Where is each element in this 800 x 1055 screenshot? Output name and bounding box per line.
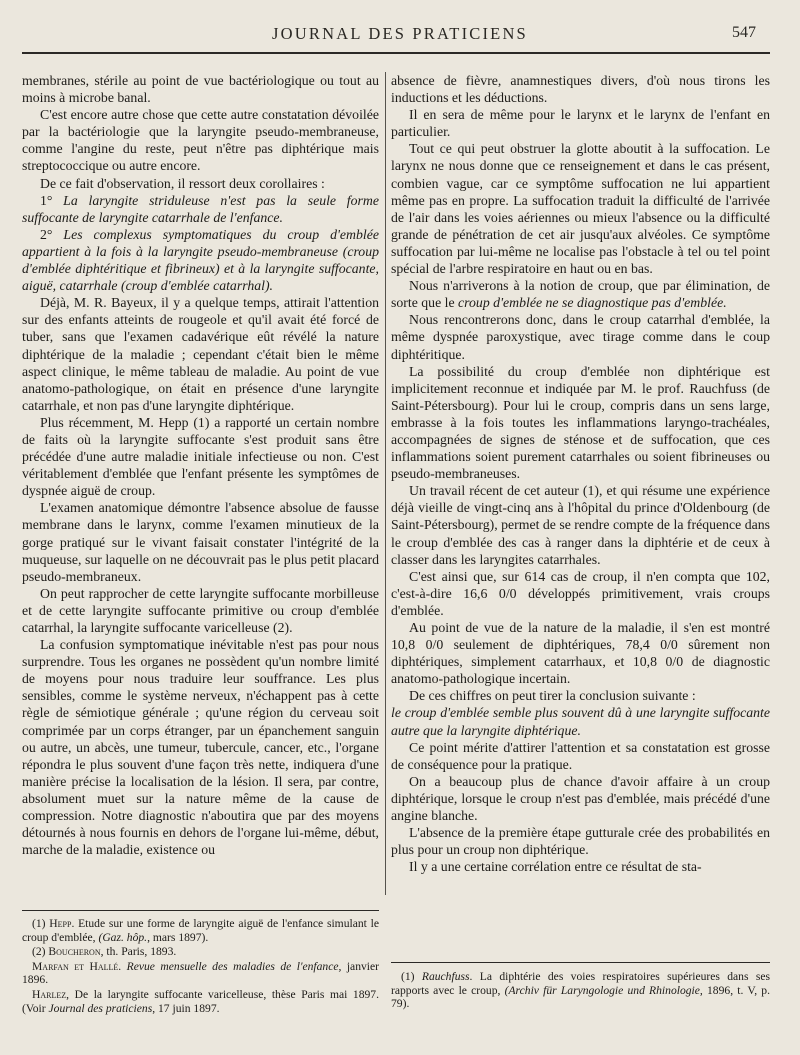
footnote-date: 1896, t. V, p. 79). (391, 983, 771, 1011)
paragraph: membranes, stérile au point de vue bactériologique ou tout au moins à microbe banal. (22, 73, 379, 106)
paragraph: On peut rapprocher de cette laryngite suffocante morbilleuse et de cette laryngite suffocante primitive ou croup d'emblée catarrhal, la laryngite suffocante varicelleuse (2). (22, 585, 379, 635)
header-rule (22, 52, 770, 54)
paragraph: Tout ce qui peut obstruer la glotte aboutit à la suffocation. Le larynx ne nous donne que ce renseignement et dans le cas présent, combien vague, car ce symptôme suffocation ne lui appartient même pas en propre. La suffocation traduit la difficulté de l'arrivée de l'air dans les voies aériennes ou mieux l'absence ou la difficulté grande de pénétration de cet air jusqu'aux alvéoles. Ce symptôme suffocation par lui-même ne localise pas l'obstacle à tel ou tel point spécial de l'arbre respiratoire en haut ou en bas. (391, 141, 770, 277)
paragraph: Déjà, M. R. Bayeux, il y a quelque temps, attirait l'attention sur des enfants atteints de rougeole et qu'il avait été forcé de tuber, sans que l'examen cadavérique eût révélé la nature diphtérique de la maladie ; cependant c'était bien le même aspect clinique, le même tableau de maladie. Au point de vue anatomo-pathologique, on était en présence d'une laryngite catarrhale, et non pas d'une laryngite diphtérique. (22, 295, 379, 413)
paragraph: On a beaucoup plus de chance d'avoir affaire à un croup diphtérique, lorsque le croup n'est pas d'emblée, mais précédé d'une angine blanche. (391, 773, 770, 824)
left-column (22, 72, 379, 858)
corollary-2 (22, 226, 379, 294)
paragraph: L'examen anatomique démontre l'absence absolue de fausse membrane dans le larynx, comme l'examen minutieux de la gorge pratiqué sur le vivant faisait constater l'intégrité de la muqueuse, sur laquelle on ne découvrait pas le plus petit placard pseudo-membraneux. (22, 500, 379, 584)
paragraph-text: Nous n'arriverons à la notion de croup, que par élimination, de sorte que le (391, 278, 770, 311)
footnote-text: . Etude sur une forme de laryngite aiguë de l'enfance simulant le croup d'emblée, (22, 917, 379, 944)
paragraph: Il en sera de même pour le larynx et le larynx de l'enfant en particulier. (391, 107, 770, 140)
footnote (22, 960, 379, 987)
footnote-author: Hepp (49, 917, 72, 930)
footnote-number: (1) (32, 917, 50, 930)
footnote (22, 988, 379, 1015)
footnotes-left (22, 917, 379, 1016)
corollary-number: 1° (40, 192, 64, 208)
footnotes-right (391, 970, 770, 1012)
footnote-author: Rauchfuss (421, 970, 470, 983)
footnote-date: , mars 1897). (147, 930, 209, 944)
right-column (391, 72, 770, 875)
footnote-rule (22, 910, 379, 911)
footnote-rule (391, 962, 770, 963)
footnote-author: Harlez (32, 987, 67, 1001)
footnote-source: Journal des praticiens (48, 1001, 153, 1015)
paragraph-text: De ces chiffres on peut tirer la conclusion suivante : (409, 688, 696, 704)
footnote-text: , th. Paris, 1893. (100, 945, 177, 959)
paragraph (391, 277, 770, 311)
paragraph: La possibilité du croup d'emblée non diphtérique est implicitement reconnue et indiquée par M. le prof. Rauchfuss (de Saint-Pétersbourg). Pour lui le croup, compris dans un sens large, embrasse à la fois toutes les inflammations laryngo-trachéales, accompagnées de signes de sténose et de suffocation, que ces inflammations soient purement catarrhales ou soient fibrineuses ou pseudo-membraneuses. (391, 363, 770, 482)
paragraph: La confusion symptomatique inévitable n'est pas pour nous surprendre. Tous les organes ne possèdent qu'un nombre limité de moyens pour nous traduire leur souffrance. Les plus sensibles, comme le système nerveux, n'échappent pas à cette règle de sémiotique générale ; qu'une région du cerveau soit comprimée par un corps étranger, par un épanchement sanguin ou autre, un abcès, une tumeur, tubercule, cancer, etc., l'organe répondra le plus souvent d'une façon très nette, indiquera d'une manière précise la localisation de la lésion. Il sera, par contre, absolument muet sur la nature même de la cause de compression. Notre diagnostic n'aboutira que par des moyens détournés à nous fournis en dehors de l'organe lui-même, début, marche de la maladie, existence ou (22, 637, 379, 858)
paragraph (391, 687, 770, 738)
column-divider (385, 72, 386, 895)
paragraph: C'est encore autre chose que cette autre constatation dévoilée par la bactériologie que la laryngite pseudo-membraneuse, comme l'angine du reste, peut n'être pas diphtérique mais streptococcique ou autre encore. (22, 107, 379, 174)
corollary-1 (22, 192, 379, 226)
conclusion: le croup d'emblée semble plus souvent dû à une laryngite suffocante autre que la laryngite diphtérique. (391, 705, 770, 738)
footnote-date: , 17 juin 1897. (152, 1001, 220, 1015)
corollary-number: 2° (40, 226, 64, 242)
corollary-text: La laryngite striduleuse n'est pas la seule forme suffocante de laryngite catarrhale de l'enfance. (22, 192, 379, 225)
footnote-source: Revue mensuelle des maladies de l'enfance, (126, 959, 342, 973)
footnote-text: , De la laryngite suffocante varicelleuse, thèse Paris mai 1897. (Voir (22, 987, 379, 1015)
footnote-number: (1) (401, 970, 422, 983)
paragraph: Au point de vue de la nature de la maladie, il s'en est montré 10,8 0/0 seulement de diphtériques, 78,4 0/0 sûrement non diphtériques, simplement catarrhaux, et 10,8 0/0 de diagnostic anatomo-pathologique incertain. (391, 620, 770, 687)
footnote (391, 970, 770, 1011)
paragraph: Il y a une certaine corrélation entre ce résultat de sta- (409, 859, 702, 875)
paragraph: C'est ainsi que, sur 614 cas de croup, il n'en compta que 102, c'est-à-dire 16,6 0/0 développés primitivement, vrais croups d'emblée. (391, 568, 770, 618)
running-head (0, 24, 800, 48)
footnote-number: (2) (32, 945, 49, 959)
footnote (22, 945, 379, 959)
page-number: 547 (732, 24, 756, 41)
paragraph: Ce point mérite d'attirer l'attention et sa constatation est grosse de conséquence pour la pratique. (391, 739, 770, 772)
footnote-source: (Archiv für Laryngologie und Rhinologie, (504, 983, 703, 997)
footnote-text: . (118, 959, 127, 973)
emphasis: croup d'emblée ne se diagnostique pas d'emblée. (458, 295, 727, 311)
paragraph: absence de fièvre, anamnestiques divers, d'où nous tirons les inductions et les déductions. (391, 73, 770, 106)
footnote-author: Marfan et Hallé (32, 959, 119, 973)
journal-title: JOURNAL DES PRATICIENS (272, 24, 528, 43)
footnote-date: janvier 1896. (22, 959, 380, 987)
paragraph: De ce fait d'observation, il ressort deux corollaires : (40, 175, 325, 191)
footnote-text: . La diphtérie des voies respiratoires supérieures dans ses rapports avec le croup, (391, 970, 770, 997)
footnote-author: Boucheron (48, 945, 101, 959)
paragraph: Un travail récent de cet auteur (1), et qui résume une expérience déjà vieille de vingt-cinq ans à l'hôpital du prince d'Oldenbourg (de Saint-Pétersbourg), permet de se rendre compte de la fréquence dans le croup d'emblée des cas à ranger dans la diphtérie et de ceux à classer dans les laryngites catarrhales. (391, 483, 771, 567)
footnote-source: (Gaz. hôp. (98, 930, 148, 944)
paragraph: L'absence de la première étape gutturale crée des probabilités en plus pour un croup non diphtérique. (391, 825, 770, 858)
paragraph: Plus récemment, M. Hepp (1) a rapporté un certain nombre de faits où la laryngite suffocante s'est produit sans être précédée d'une autre maladie initiale infectieuse ou non. C'est véritablement d'emblée que l'enfant présente les symptômes de dyspnée aiguë de croup. (22, 414, 379, 499)
corollary-text: Les complexus symptomatiques du croup d'emblée appartient à la fois à la laryngite pseudo-membraneuse (croup d'emblée diphtéritique et fibrineux) et à la laryngite suffocante, aiguë, catarrhale (croup d'emblée catarrhal). (22, 226, 379, 294)
paragraph: Nous rencontrerons donc, dans le croup catarrhal d'emblée, la même dyspnée paroxystique, avec tirage comme dans le coup diphtéritique. (391, 312, 770, 362)
footnote (22, 917, 379, 944)
